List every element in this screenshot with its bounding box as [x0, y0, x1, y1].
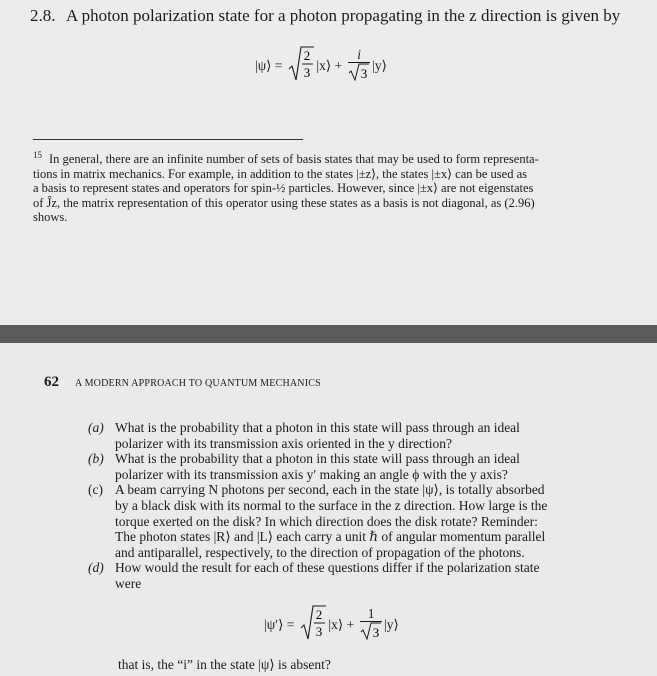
svg-text:2: 2 [304, 48, 311, 64]
running-head: A MODERN APPROACH TO QUANTUM MECHANICS [75, 378, 321, 389]
question-line: How would the result for each of these questions differ if the polarization state [115, 560, 540, 576]
question-line: by a black disk with its normal to the surface in the z direction. How large is the [115, 498, 548, 513]
sqrt-two-thirds [288, 45, 314, 87]
question-line: and antiparallel, respectively, to the direction of propagation of the photons. [115, 544, 525, 560]
ket-y: |y⟩ [372, 58, 387, 74]
question-line: were [115, 576, 142, 591]
problem-statement: A photon polarization state for a photon propagating in the z direction is given by [66, 6, 621, 25]
upper-textbook-page [0, 0, 657, 325]
footnote-rule [33, 139, 303, 140]
svg-text:2: 2 [316, 607, 323, 623]
question-line: polarizer with its transmission axis oriented in the y direction? [115, 435, 453, 451]
question-line: torque exerted on the disk? In which direction does the disk rotate? Reminder: [115, 513, 538, 529]
footnote-line: a basis to represent states and operators for spin-½ particles. However, since |±x⟩ are not eigenstates [33, 181, 534, 195]
footnote-line: tions in matrix mechanics. For example, in addition to the states |±z⟩, the states |±x⟩ can be used as [33, 166, 527, 181]
equation-lhs: |ψ⟩ = [255, 58, 283, 74]
ket-y: |y⟩ [384, 617, 399, 633]
svg-text:3: 3 [372, 625, 380, 640]
part-label-d: (d) [88, 560, 104, 576]
problem-number: 2.8. [30, 6, 56, 25]
question-line: What is the probability that a photon in this state will pass through an ideal [115, 420, 520, 435]
part-label-c: (c) [88, 482, 103, 498]
footnote-line: of Ĵz, the matrix representation of this operator using these states as a basis is not diagonal, as (2.96) [33, 195, 535, 210]
page-number: 62 [44, 374, 59, 390]
footnote-line: shows. [33, 210, 68, 224]
question-line: What is the probability that a photon in this state will pass through an ideal [115, 451, 520, 467]
svg-text:3: 3 [304, 65, 311, 81]
question-line: The photon states |R⟩ and |L⟩ each carry a unit ℏ of angular momentum parallel [115, 529, 546, 545]
ket-x: |x⟩ + [316, 58, 343, 74]
svg-text:3: 3 [316, 624, 323, 640]
fraction-one-over-root3: $\frac{1}{3}$ [360, 607, 382, 643]
svg-text:3: 3 [360, 66, 368, 81]
footnote-marker: 15 [33, 150, 42, 160]
state-equation [255, 46, 387, 86]
lower-textbook-page [0, 343, 657, 676]
footnote-line: In general, there are an infinite number of sets of basis states that may be used to form representa- [49, 152, 539, 166]
fraction-i-over-root3: $\frac{i}{3}$ [348, 48, 370, 84]
closing-line: that is, the “i” in the state |ψ⟩ is absent? [118, 657, 331, 672]
state-equation-prime [264, 605, 399, 645]
ket-x: |x⟩ + [328, 617, 355, 633]
sqrt-two-thirds [300, 604, 326, 646]
question-line: polarizer with its transmission axis y′ making an angle ϕ with the y axis? [115, 466, 508, 482]
part-label-b: (b) [88, 451, 104, 467]
part-label-a: (a) [88, 420, 104, 435]
equation-lhs: |ψ′⟩ = [264, 617, 295, 633]
question-line: A beam carrying N photons per second, each in the state |ψ⟩, is totally absorbed [115, 482, 545, 498]
